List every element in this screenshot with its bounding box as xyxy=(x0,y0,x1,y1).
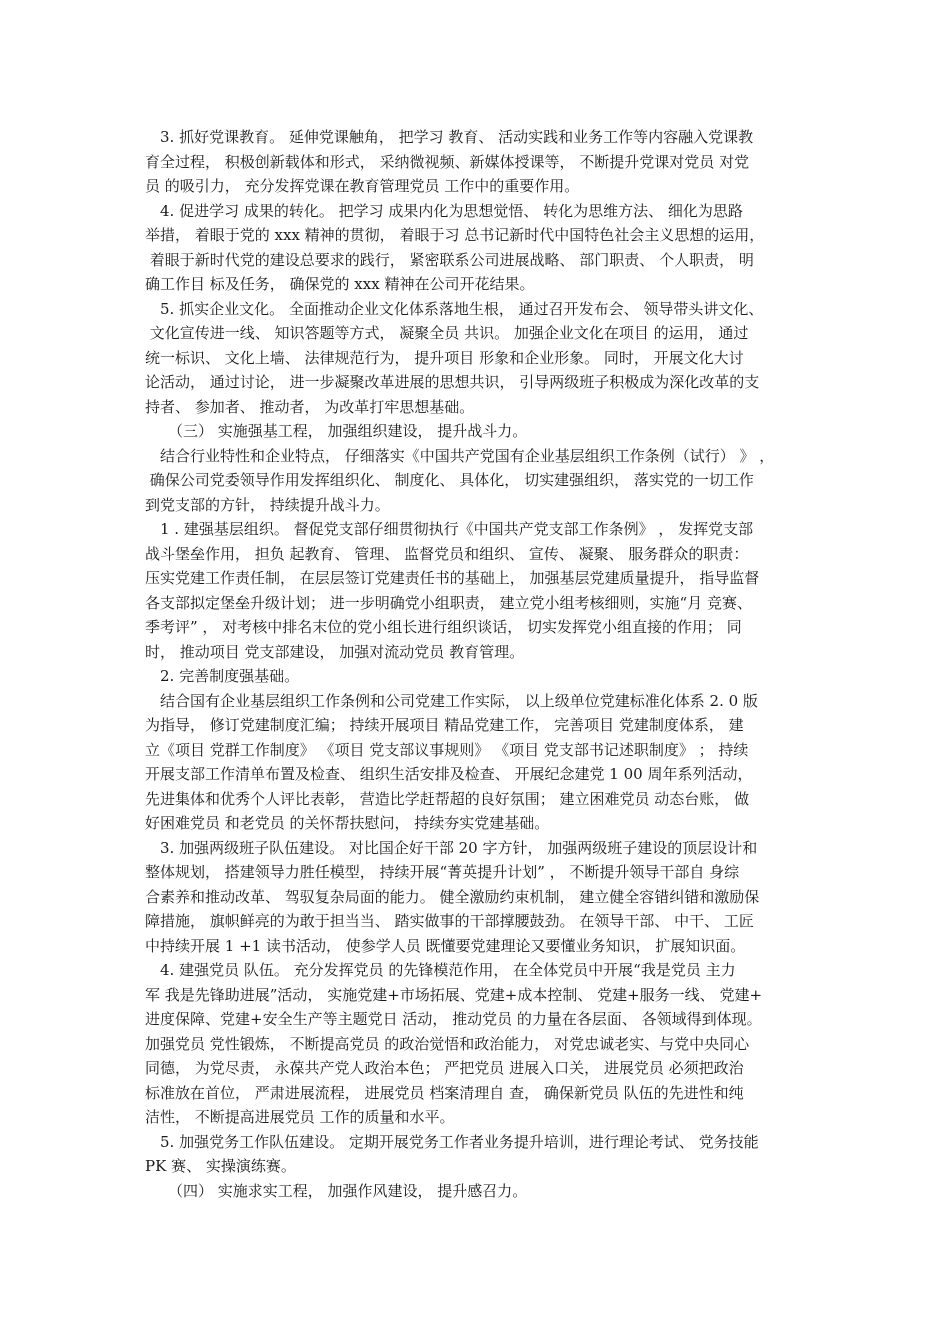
text-line: 4. 促进学习 成果的转化。 把学习 成果内化为思想觉悟、 转化为思维方法、 细化为思路 xyxy=(160,201,743,220)
text-line: 3. 加强两级班子队伍建设。 对比国企好干部 20 字方针， 加强两级班子建设的顶层设计和 xyxy=(160,838,758,857)
text-line: 确工作目 标及任务， 确保党的 xxx 精神在公司开花结果。 xyxy=(145,275,535,293)
text-line: 好困难党员 和老党员 的关怀帮扶慰问， 持续夯实党建基础。 xyxy=(145,814,550,832)
text-line: 季考评” ， 对考核中排名末位的党小组长进行组织谈话， 切实发挥党小组直接的作用； 同 xyxy=(145,618,742,636)
text-line: 各支部拟定堡垒升级计划； 进一步明确党小组职责， 建立党小组考核细则，实施“月 竞赛、 xyxy=(145,593,752,612)
section-heading-line: （三） 实施强基工程， 加强组织建设， 提升战斗力。 xyxy=(168,422,528,440)
text-line: 3. 抓好党课教育。 延伸党课触角， 把学习 教育、 活动实践和业务工作等内容融入党课教 xyxy=(160,128,754,146)
text-line: 5. 加强党务工作队伍建设。 定期开展党务工作者业务提升培训，进行理论考试、 党务技能 xyxy=(160,1132,759,1151)
text-line: 结合国有企业基层组织工作条例和公司党建工作实际， 以上级单位党建标准化体系 2. 0 版 xyxy=(160,691,758,710)
text-line: 到党支部的方针， 持续提升战斗力。 xyxy=(145,495,390,514)
text-line: 同德， 为党尽责， 永葆共产党人政治本色； 严把党员 进展入口关， 进展党员 必须把政治 xyxy=(145,1059,744,1077)
text-line: 员 的吸引力， 充分发挥党课在教育管理党员 工作中的重要作用。 xyxy=(145,177,580,195)
text-line: 着眼于新时代党的建设总要求的践行， 紧密联系公司进展战略、 部门职责、 个人职责， 明 xyxy=(145,250,754,269)
text-line: 统一标识、 文化上墙、 法律规范行为， 提升项目 形象和企业形象。 同时， 开展文化大讨 xyxy=(145,348,744,367)
text-line: 先进集体和优秀个人评比表彰， 营造比学赶帮超的良好氛围； 建立困难党员 动态台账， 做 xyxy=(145,789,750,808)
text-line: 洁性， 不断提高进展党员 工作的质量和水平。 xyxy=(145,1108,455,1126)
text-line: 战斗堡垒作用， 担负 起教育、 管理、 监督党员和组织、 宣传、 凝聚、 服务群众的职责： xyxy=(145,544,749,563)
text-line: 障措施， 旗帜鲜亮的为敢于担当当、 踏实做事的干部撑腰鼓劲。 在领导干部、 中干、 工匠 xyxy=(145,912,754,930)
text-line: 5. 抓实企业文化。 全面推动企业文化体系落地生根， 通过召开发布会、 领导带头讲文化、 xyxy=(160,299,764,318)
text-line: 整体规划， 搭建领导力胜任模型， 持续开展“菁英提升计划” ， 不断提升领导干部自 身综 xyxy=(145,863,740,881)
text-line: 1 . 建强基层组织。 督促党支部仔细贯彻执行《中国共产党支部工作条例》 ， 发挥党支部 xyxy=(160,520,754,538)
text-line: 合素养和推动改革、 驾驭复杂局面的能力。 健全激励约束机制， 建立健全容错纠错和激励保 xyxy=(145,887,760,906)
text-line: 进度保障、党建+安全生产等主题党日 活动， 推动党员 的力量在各层面、 各领域得到体现。 xyxy=(145,1010,762,1028)
text-line: 立《项目 党群工作制度》 《项目 党支部议事规则》 《项目 党支部书记述职制度》 ； 持续 xyxy=(145,740,749,759)
text-line: 加强党员 党性锻炼， 不断提高党员 的政治觉悟和政治能力， 对党忠诚老实、与党中央同心 xyxy=(145,1034,750,1053)
body-text xyxy=(145,125,813,1203)
text-line: 论活动， 通过讨论， 进一步凝聚改革进展的思想共识， 引导两级班子积极成为深化改革的支 xyxy=(145,373,760,391)
section-heading-line: （四） 实施求实工程， 加强作风建设， 提升感召力。 xyxy=(168,1181,528,1200)
text-line: 文化宣传进一线、 知识答题等方式， 凝聚全员 共识。 加强企业文化在项目 的运用， 通过 xyxy=(145,324,749,342)
text-line: 4. 建强党员 队伍。 充分发挥党员 的先锋模范作用， 在全体党员中开展“我是党员 主力 xyxy=(160,961,736,979)
text-line: 持者、 参加者、 推动者， 为改革打牢思想基础。 xyxy=(145,397,475,416)
text-line: 压实党建工作责任制， 在层层签订党建责任书的基础上， 加强基层党建质量提升， 指导监督 xyxy=(145,569,760,587)
text-line: 军 我是先锋助进展”活动， 实施党建+市场拓展、党建+成本控制、 党建+服务一线、 党建+ xyxy=(145,985,763,1004)
text-line: 举措， 着眼于党的 xxx 精神的贯彻， 着眼于习 总书记新时代中国特色社会主义思想的运用， xyxy=(145,226,765,244)
text-line: 标准放在首位， 严肃进展流程， 进展党员 档案清理自 查， 确保新党员 队伍的先进性和纯 xyxy=(145,1083,744,1102)
text-line: 确保公司党委领导作用发挥组织化、 制度化、 具体化， 切实建强组织， 落实党的一切工作 xyxy=(145,471,754,489)
text-line: PK 赛、 实操演练赛。 xyxy=(145,1157,296,1175)
text-line: 中持续开展 1 +1 读书活动， 使参学人员 既懂要党建理论又要懂业务知识， 扩展知识面。 xyxy=(145,936,746,955)
text-line: 结合行业特性和企业特点， 仔细落实《中国共产党国有企业基层组织工作条例（试行） 》 ， xyxy=(160,446,775,465)
text-line: 开展支部工作清单布置及检查、 组织生活安排及检查、 开展纪念建党 1 00 周年系列活动， xyxy=(145,765,753,783)
text-line: 为指导， 修订党建制度汇编； 持续开展项目 精品党建工作， 完善项目 党建制度体系， 建 xyxy=(145,716,744,734)
text-line: 时， 推动项目 党支部建设， 加强对流动党员 教育管理。 xyxy=(145,642,525,661)
text-line: 育全过程， 积极创新载体和形式， 采纳微视频、新媒体授课等， 不断提升党课对党员 对党 xyxy=(145,152,750,171)
text-line: 2. 完善制度强基础。 xyxy=(160,667,300,685)
